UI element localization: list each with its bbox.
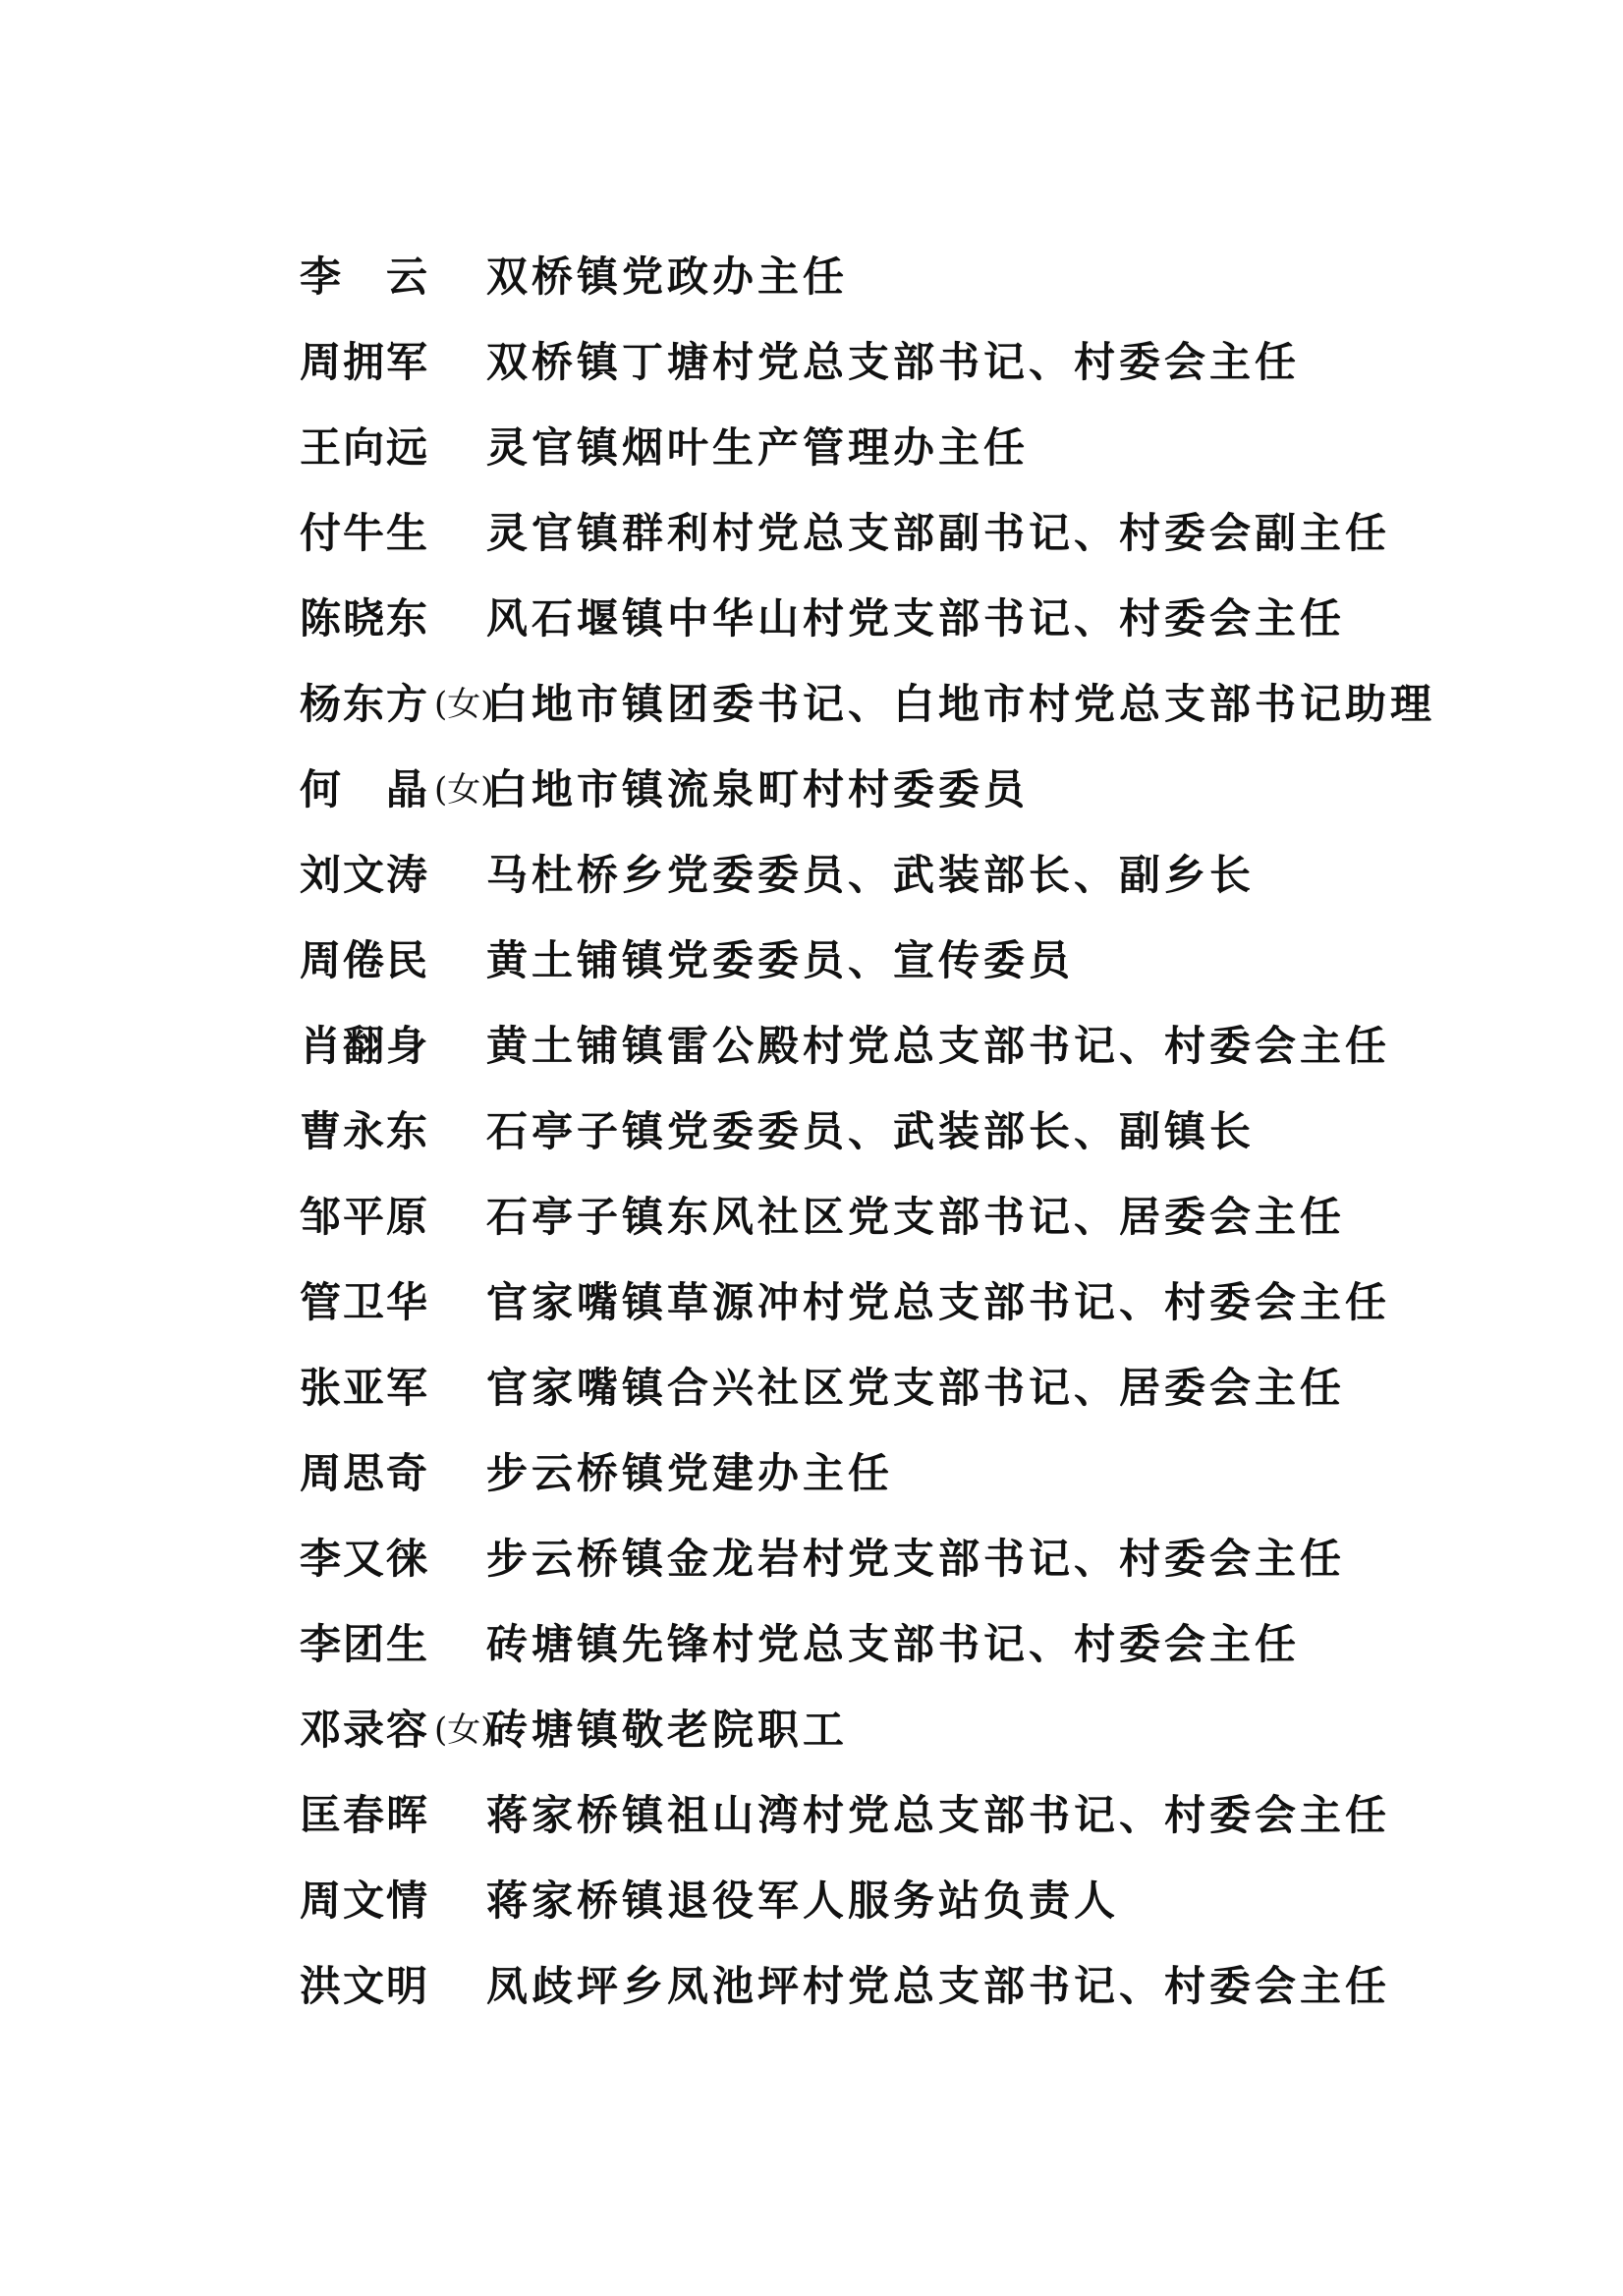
person-name	[300, 760, 494, 819]
person-name	[300, 1701, 494, 1760]
list-item	[300, 931, 1074, 990]
person-name: 曹永东	[300, 1107, 430, 1155]
list-item	[300, 1188, 1345, 1247]
person-position: 石亭子镇党委委员、武装部长、副镇长	[486, 1107, 1256, 1155]
person-position: 黄土铺镇党委委员、宣传委员	[486, 936, 1075, 984]
person-position: 黄土铺镇雷公殿村党总支部书记、村委会主任	[486, 1022, 1391, 1070]
person-position: 灵官镇烟叶生产管理办主任	[486, 423, 1030, 472]
person-name-text: 邓录容	[300, 1706, 430, 1754]
list-item	[300, 333, 1300, 392]
list-item	[300, 1872, 1119, 1931]
list-item	[300, 1701, 848, 1760]
person-position: 凤歧坪乡凤池坪村党总支部书记、村委会主任	[486, 1962, 1391, 2010]
person-name	[300, 675, 494, 734]
person-name: 张亚军	[300, 1364, 430, 1412]
gender-note: (女)	[434, 770, 494, 810]
person-position: 双桥镇党政办主任	[486, 252, 849, 301]
gender-note: (女)	[434, 685, 494, 724]
list-item	[300, 248, 848, 307]
person-position: 白地市镇团委书记、白地市村党总支部书记助理	[486, 680, 1436, 728]
list-item	[300, 1444, 893, 1503]
list-item	[300, 1359, 1345, 1418]
person-position: 双桥镇丁塘村党总支部书记、村委会主任	[486, 338, 1301, 386]
person-position: 官家嘴镇合兴社区党支部书记、居委会主任	[486, 1364, 1346, 1412]
gender-note: (女)	[434, 1710, 494, 1750]
person-name: 王向远	[300, 423, 430, 472]
person-name: 付牛生	[300, 509, 430, 557]
person-position: 石亭子镇东风社区党支部书记、居委会主任	[486, 1193, 1346, 1241]
person-name: 邹平原	[300, 1193, 430, 1241]
list-item	[300, 1615, 1300, 1674]
person-position: 蒋家桥镇祖山湾村党总支部书记、村委会主任	[486, 1791, 1391, 1839]
person-name: 李又徕	[300, 1535, 430, 1583]
person-name: 李 云	[300, 252, 430, 301]
person-position: 官家嘴镇草源冲村党总支部书记、村委会主任	[486, 1278, 1391, 1326]
person-name: 周思奇	[300, 1449, 430, 1497]
list-item	[300, 1530, 1345, 1589]
list-item	[300, 675, 1435, 734]
person-position: 砖塘镇先锋村党总支部书记、村委会主任	[486, 1620, 1301, 1668]
person-position: 风石堰镇中华山村党支部书记、村委会主任	[486, 594, 1346, 643]
person-name: 洪文明	[300, 1962, 430, 2010]
list-item	[300, 1102, 1255, 1161]
person-position: 马杜桥乡党委委员、武装部长、副乡长	[486, 851, 1256, 899]
list-item	[300, 504, 1390, 563]
person-position: 蒋家桥镇退役军人服务站负责人	[486, 1876, 1120, 1925]
person-name: 周倦民	[300, 936, 430, 984]
person-name: 匡春晖	[300, 1791, 430, 1839]
list-item	[300, 760, 1029, 819]
list-item	[300, 419, 1029, 477]
list-item	[300, 1957, 1390, 2016]
person-name-text: 杨东方	[300, 680, 430, 728]
person-position: 灵官镇群利村党总支部副书记、村委会副主任	[486, 509, 1391, 557]
person-position: 砖塘镇敬老院职工	[486, 1706, 849, 1754]
person-name-text: 何 晶	[300, 765, 430, 813]
list-item	[300, 1786, 1390, 1845]
person-name: 李团生	[300, 1620, 430, 1668]
list-item	[300, 1273, 1390, 1332]
person-name: 周拥军	[300, 338, 430, 386]
person-position: 步云桥镇党建办主任	[486, 1449, 894, 1497]
person-position: 白地市镇流泉町村村委委员	[486, 765, 1030, 813]
list-item	[300, 846, 1255, 905]
list-item	[300, 589, 1345, 648]
person-name: 陈晓东	[300, 594, 430, 643]
person-position: 步云桥镇金龙岩村党支部书记、村委会主任	[486, 1535, 1346, 1583]
list-item	[300, 1017, 1390, 1076]
person-name: 肖翻身	[300, 1022, 430, 1070]
person-name: 管卫华	[300, 1278, 430, 1326]
person-name: 周文情	[300, 1876, 430, 1925]
person-name: 刘文涛	[300, 851, 430, 899]
